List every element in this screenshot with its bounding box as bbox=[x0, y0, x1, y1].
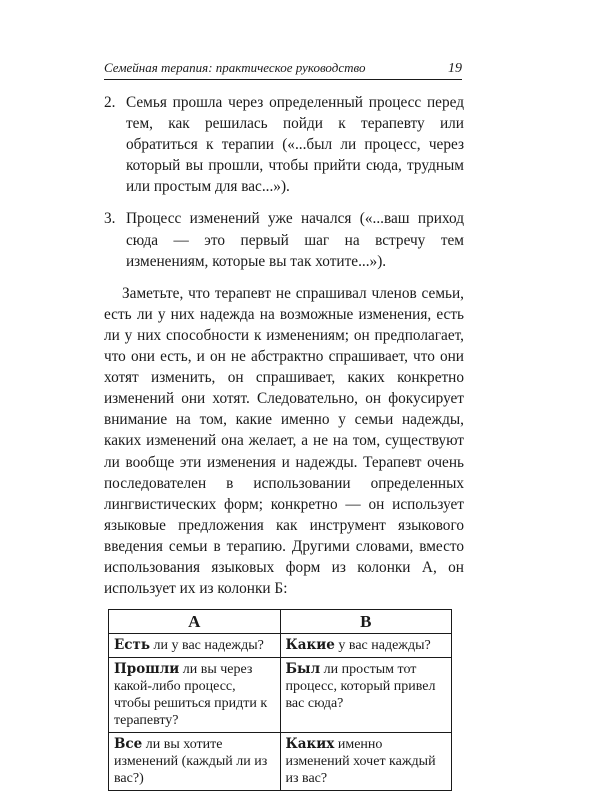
body-paragraph: Заметьте, что терапевт не спрашивал членов семьи, есть ли у них надежда на возможные изменения, есть ли у них способности к изменениям; он предполагает, что они есть, и он не абстрактно спрашивает, что они хотят изменить, он спрашивает, каких конкретно изменений они хотят. Следовательно, он фокусирует внимание на том, какие именно у семьи надежды, каких изменений она желает, а не на том, существуют ли вообще эти изменения и надежды. Терапевт очень последователен в использовании определенных лингвистических форм; конкретно — он использует языковые предложения как инструмент языкового введения семьи в терапию. Другими словами, вместо использования языковых форм из колонки А, он использует их из колонки Б: bbox=[104, 284, 464, 598]
list-item bbox=[104, 208, 464, 271]
list-item-number: 3. bbox=[104, 210, 116, 228]
table-row bbox=[109, 658, 452, 733]
table-cell-b bbox=[280, 733, 452, 791]
cell-keyword: Все bbox=[114, 736, 143, 753]
cell-keyword: Прошли bbox=[114, 661, 180, 678]
list-item-text: Семья прошла через определенный процесс перед тем, как решилась пойди к терапевту или обратиться к терапии («...был ли процесс, через который вы прошли, чтобы прийти сюда, трудным или простым для вас...»). bbox=[126, 94, 464, 196]
running-title: Семейная терапия: практическое руководство bbox=[104, 60, 366, 75]
cell-text: ли вы хотите изменений (каждый ли из вас?) bbox=[114, 737, 268, 787]
table-cell-a bbox=[109, 658, 281, 733]
column-a-header: А bbox=[109, 610, 281, 634]
cell-text: ли вы через какой-либо процесс, чтобы решиться придти к терапевту? bbox=[114, 662, 268, 729]
running-header bbox=[104, 60, 462, 77]
cell-keyword: Был bbox=[285, 661, 321, 678]
cell-text: ли простым тот процесс, который привел вас сюда? bbox=[285, 662, 436, 712]
list-item-text: Процесс изменений уже начался («...ваш приход сюда — это первый шаг на встречу тем изменениям, которые вы так хотите...»). bbox=[126, 210, 464, 270]
cell-text: именно изменений хочет каждый из вас? bbox=[285, 737, 436, 787]
cell-text: у вас надежды? bbox=[334, 638, 431, 654]
list-item-number: 2. bbox=[104, 94, 116, 111]
table-cell-a bbox=[109, 733, 281, 791]
column-b-header: В bbox=[280, 610, 452, 634]
table-cell-b bbox=[280, 658, 452, 733]
page-body bbox=[104, 92, 464, 791]
numbered-list bbox=[104, 92, 464, 272]
header-rule bbox=[104, 79, 462, 80]
cell-keyword: Какие bbox=[285, 637, 335, 654]
table-cell-a bbox=[109, 634, 281, 658]
table-row bbox=[109, 634, 452, 658]
page-number: 19 bbox=[448, 61, 462, 76]
cell-keyword: Каких bbox=[285, 736, 335, 753]
cell-text: ли у вас надежды? bbox=[150, 638, 264, 654]
table-cell-b bbox=[280, 634, 452, 658]
table-row bbox=[109, 733, 452, 791]
table-header-row bbox=[109, 610, 452, 634]
cell-keyword: Есть bbox=[114, 637, 151, 654]
comparison-table bbox=[108, 609, 452, 791]
list-item bbox=[104, 92, 464, 197]
